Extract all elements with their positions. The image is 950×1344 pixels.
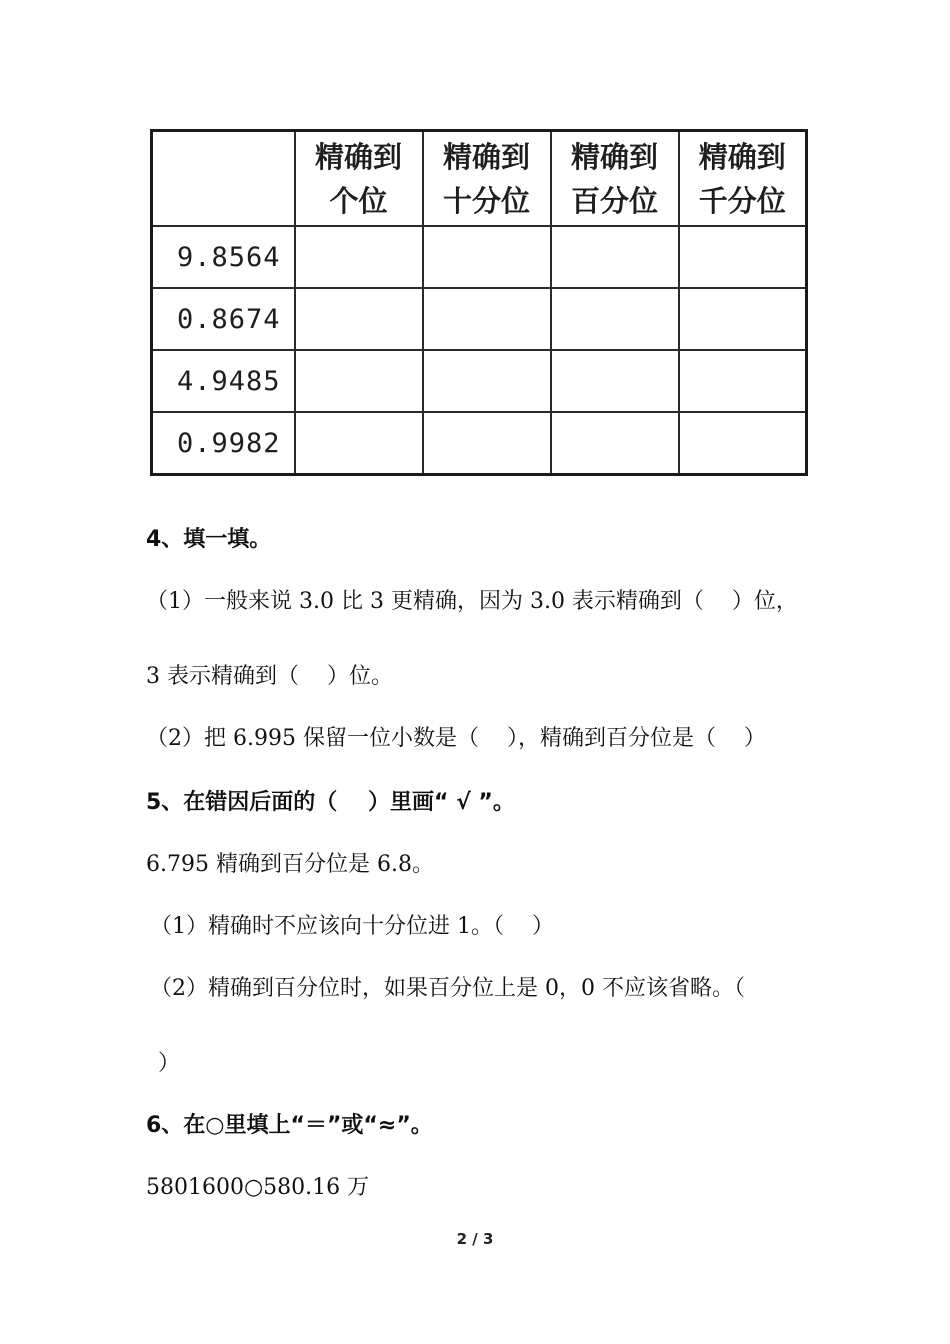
answer-cell[interactable]	[679, 288, 807, 350]
page-number: 2 / 3	[456, 1230, 494, 1248]
answer-cell[interactable]	[423, 288, 551, 350]
header-cell-thousandths: 精确到 千分位	[679, 131, 807, 227]
question-5-option-1: （1）精确时不应该向十分位进 1。（ ）	[150, 914, 554, 939]
answer-cell[interactable]	[679, 226, 807, 288]
question-4-title: 4、填一填。	[146, 527, 272, 552]
answer-cell[interactable]	[551, 412, 679, 475]
header-cell-hundredths: 精确到 百分位	[551, 131, 679, 227]
row-number: 0.8674	[152, 288, 295, 350]
question-6-title: 6、在○里填上“＝”或“≈”。	[146, 1113, 433, 1138]
question-5-option-2-close: ）	[158, 1051, 181, 1076]
table-row	[152, 412, 807, 475]
header-cell-empty	[152, 131, 295, 227]
answer-cell[interactable]	[423, 226, 551, 288]
answer-cell[interactable]	[295, 350, 423, 412]
table-row	[152, 350, 807, 412]
table-row	[152, 288, 807, 350]
question-6-expression: 5801600○580.16 万	[146, 1175, 370, 1200]
row-number: 0.9982	[152, 412, 295, 475]
answer-cell[interactable]	[423, 350, 551, 412]
question-4-part-1-line-1: （1）一般来说 3.0 比 3 更精确，因为 3.0 表示精确到（ ）位，	[146, 589, 798, 614]
answer-cell[interactable]	[679, 412, 807, 475]
answer-cell[interactable]	[423, 412, 551, 475]
answer-cell[interactable]	[679, 350, 807, 412]
question-4-part-1-line-2: 3 表示精确到（ ）位。	[146, 664, 393, 689]
question-5-statement: 6.795 精确到百分位是 6.8。	[146, 852, 434, 877]
question-4-part-2: （2）把 6.995 保留一位小数是（ ），精确到百分位是（ ）	[146, 726, 766, 751]
header-cell-tenths: 精确到 十分位	[423, 131, 551, 227]
question-5-title: 5、在错因后面的（ ）里画“ √ ”。	[146, 790, 515, 815]
row-number: 9.8564	[152, 226, 295, 288]
answer-cell[interactable]	[551, 288, 679, 350]
question-5-option-2: （2）精确到百分位时，如果百分位上是 0，0 不应该省略。（	[150, 976, 745, 1001]
answer-cell[interactable]	[295, 226, 423, 288]
row-number: 4.9485	[152, 350, 295, 412]
rounding-table-container	[150, 129, 808, 476]
header-cell-ones: 精确到 个位	[295, 131, 423, 227]
answer-cell[interactable]	[295, 288, 423, 350]
rounding-table	[150, 129, 808, 476]
answer-cell[interactable]	[551, 350, 679, 412]
answer-cell[interactable]	[295, 412, 423, 475]
answer-cell[interactable]	[551, 226, 679, 288]
table-header-row	[152, 131, 807, 227]
table-row	[152, 226, 807, 288]
